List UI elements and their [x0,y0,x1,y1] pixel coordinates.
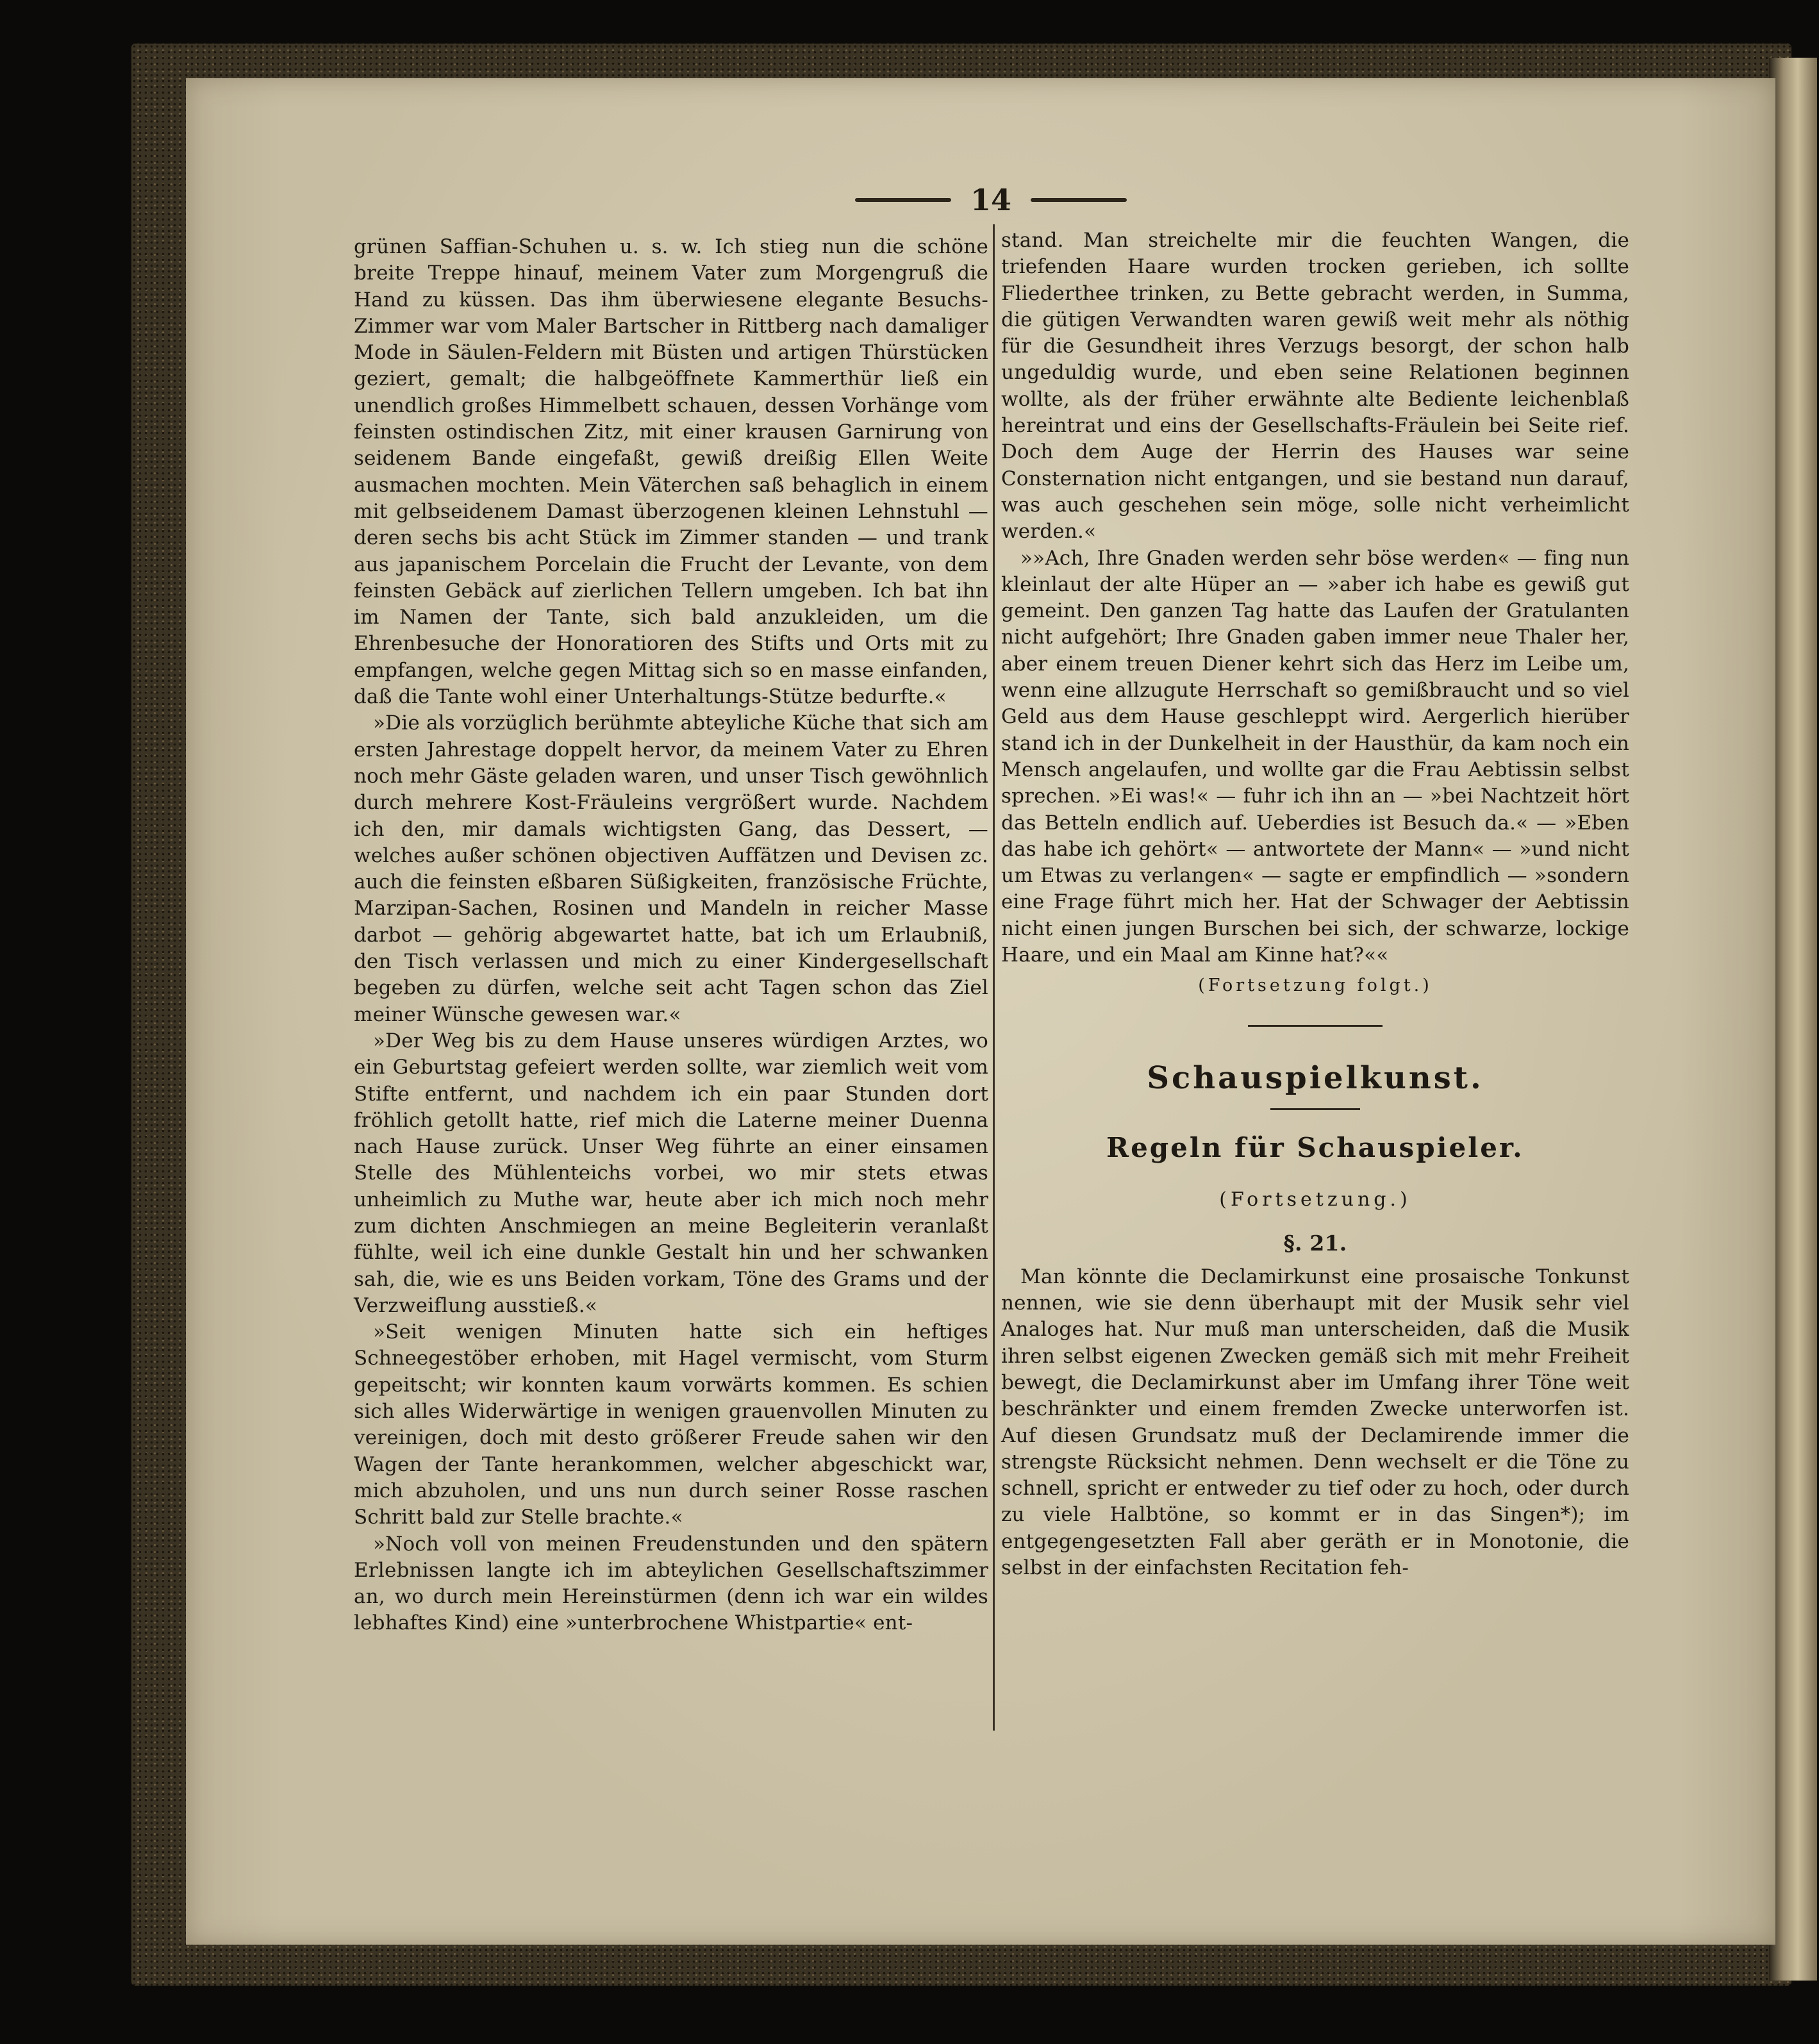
left-paragraph-1: grünen Saffian-Schuhen u. s. w. Ich stieg nun die schöne breite Treppe hinauf, meinem Vater zum Morgengruß die Hand zu küssen. Das ihm überwiesene elegante Besuchs-Zimmer war vom Maler Bartscher in Rittberg nach damaliger Mode in Säulen-Feldern mit Büsten und artigen Thürstücken geziert, gemalt; die halbgeöffnete Kammerthür ließ ein unendlich großes Himmelbett schauen, dessen Vorhänge vom feinsten ostindischen Zitz, mit einer krausen Garnirung von seidenem Bande eingefaßt, gewiß dreißig Ellen Weite ausmachen mochten. Mein Väterchen saß behaglich in einem mit gelbseidenem Damast überzogenen kleinen Lehnstuhl — deren sechs bis acht Stück im Zimmer standen — und trank aus japanischem Porcelain die Frucht der Levante, von dem feinsten Gebäck auf zierlichen Tellern umgeben. Ich bat ihn im Namen der Tante, sich bald anzukleiden, um die Ehrenbesuche der Honoratioren des Stifts und Orts mit zu empfangen, welche gegen Mittag sich so en masse einfanden, daß die Tante wohl einer Unterhaltungs-Stütze bedurfte.« [354,235,988,709]
left-paragraph-4: »Seit wenigen Minuten hatte sich ein heftiges Schneegestöber erhoben, mit Hagel vermischt, vom Sturm gepeitscht; wir konnten kaum vorwärts kommen. Es schien sich alles Widerwärtige in wenigen grauenvollen Minuten zu vereinigen, doch mit desto größerer Freude sahen wir den Wagen der Tante herankommen, welcher abgeschickt war, mich abzuholen, und uns nun durch seiner Rosse raschen Schritt bald zur Stelle brachte.« [354,1320,988,1529]
title-rule [1270,1108,1360,1110]
section-heading: Schauspielkunst. [1147,1059,1484,1096]
section-rule [1248,1025,1383,1027]
next-page-edge [1769,58,1817,1981]
page-number: 14 [970,183,1011,217]
left-paragraph-2: »Die als vorzüglich berühmte abteyliche Küche that sich am ersten Jahrestage doppelt hervor, da meinem Vater zu Ehren noch mehr Gäste geladen waren, und unser Tisch gewöhnlich durch mehrere Kost-Fräuleins vergrößert wurde. Nachdem ich den, mir damals wichtigsten Gang, das Dessert, — welches außer schönen objectiven Auffätzen und Devisen zc. auch die feinsten eßbaren Süßigkeiten, französische Früchte, Marzipan-Sachen, Rosinen und Mandeln in reicher Masse darbot — gehörig abgewartet hatte, bat ich um Erlaubniß, den Tisch verlassen und mich zu einer Kindergesellschaft begeben zu dürfen, welche seit acht Tagen schon das Ziel meiner Wünsche gewesen war.« [354,711,988,1026]
header-rule-left [855,198,951,202]
column-divider [993,224,995,1731]
right-paragraph-1: stand. Man streichelte mir die feuchten Wangen, die triefenden Haare wurden trocken gerieben, ich sollte Fliederthee trinken, zu Bette gebracht werden, in Summa, die gütigen Verwandten waren gewiß weit mehr als nöthig für die Gesundheit ihres Verzugs besorgt, der schon halb ungeduldig wurde, und eben seine Relationen beginnen wollte, als der früher erwähnte alte Bediente leichenblaß hereintrat und eins der Gesellschafts-Fräulein bei Seite rief. Doch dem Auge der Herrin des Hauses war seine Consternation nicht entgangen, und sie bestand nun darauf, was auch geschehen sein möge, solle nicht verheimlicht werden.« [1001,229,1629,544]
left-paragraph-5: »Noch voll von meinen Freudenstunden und den spätern Erlebnissen langte ich im abteylichen Gesellschaftszimmer an, wo durch mein Hereinstürmen (denn ich war ein wildes lebhaftes Kind) eine »unterbrochene Whistpartie« ent- [354,1532,988,1635]
header-rule-right [1031,198,1127,202]
article-body: Man könnte die Declamirkunst eine prosaische Tonkunst nennen, wie sie denn überhaupt mit der Musik sehr viel Analoges hat. Nur muß man unterscheiden, daß die Musik ihren selbst eigenen Zwecken gemäß sich mit mehr Freiheit bewegt, die Declamirkunst aber im Umfang ihrer Töne weit beschränkter und einem fremden Zwecke unterworfen ist. Auf diesen Grundsatz muß der Declamirende immer die strengste Rücksicht nehmen. Denn wechselt er die Töne zu schnell, spricht er entweder zu tief oder zu hoch, oder durch zu viele Halbtöne, so kommt er in das Singen*); im entgegengesetzten Fall aber geräth er in Monotonie, die selbst in der einfachsten Recitation feh- [1001,1265,1629,1580]
left-column [354,234,988,1637]
article-title: Regeln für Schauspieler. [1106,1131,1524,1163]
continuation-note: (Fortsetzung folgt.) [1198,976,1433,996]
right-paragraph-2: »»Ach, Ihre Gnaden werden sehr böse werden« — fing nun kleinlaut der alte Hüper an — »aber ich habe es gewiß gut gemeint. Den ganzen Tag hatte das Laufen der Gratulanten nicht aufgehört; Ihre Gnaden gaben immer neue Thaler her, aber einem treuen Diener kehrt sich das Herz im Leibe um, wenn eine allzugute Herrschaft so gemißbraucht und so viel Geld aus dem Hause geschleppt wird. Aergerlich hierüber stand ich in der Dunkelheit in der Hausthür, da kam noch ein Mensch angelaufen, und wollte gar die Frau Aebtissin selbst sprechen. »Ei was!« — fuhr ich ihn an — »bei Nachtzeit hört das Betteln endlich auf. Ueberdies ist Besuch da.« — »Eben das habe ich gehört« — antwortete der Mann« — »und nicht um Etwas zu verlangen« — sagte er empfindlich — »sondern eine Frage führt mich her. Hat der Schwager der Aebtissin nicht einen jungen Burschen bei sich, der schwarze, lockige Haare, und ein Maal am Kinne hat?«« [1001,546,1629,967]
left-paragraph-3: »Der Weg bis zu dem Hause unseres würdigen Arztes, wo ein Geburtstag gefeiert werden sollte, war ziemlich weit vom Stifte entfernt, und nachdem ich ein paar Stunden dort fröhlich getollt hatte, rief mich die Laterne meiner Duenna nach Hause zurück. Unser Weg führte an einer einsamen Stelle des Mühlenteichs vorbei, wo mir stets etwas unheimlich zu Muthe war, heute aber ich mich noch mehr zum dichten Anschmiegen an meine Begleiterin veranlaßt fühlte, weil ich eine dunkle Gestalt hin und her schwanken sah, die, wie es uns Beiden vorkam, Töne des Grams und der Verzweiflung ausstieß.« [354,1029,988,1317]
page-header [824,181,1158,219]
paragraph-label: §. 21. [1283,1230,1347,1256]
right-column [1001,228,1629,1581]
article-subtitle: (Fortsetzung.) [1219,1188,1411,1211]
